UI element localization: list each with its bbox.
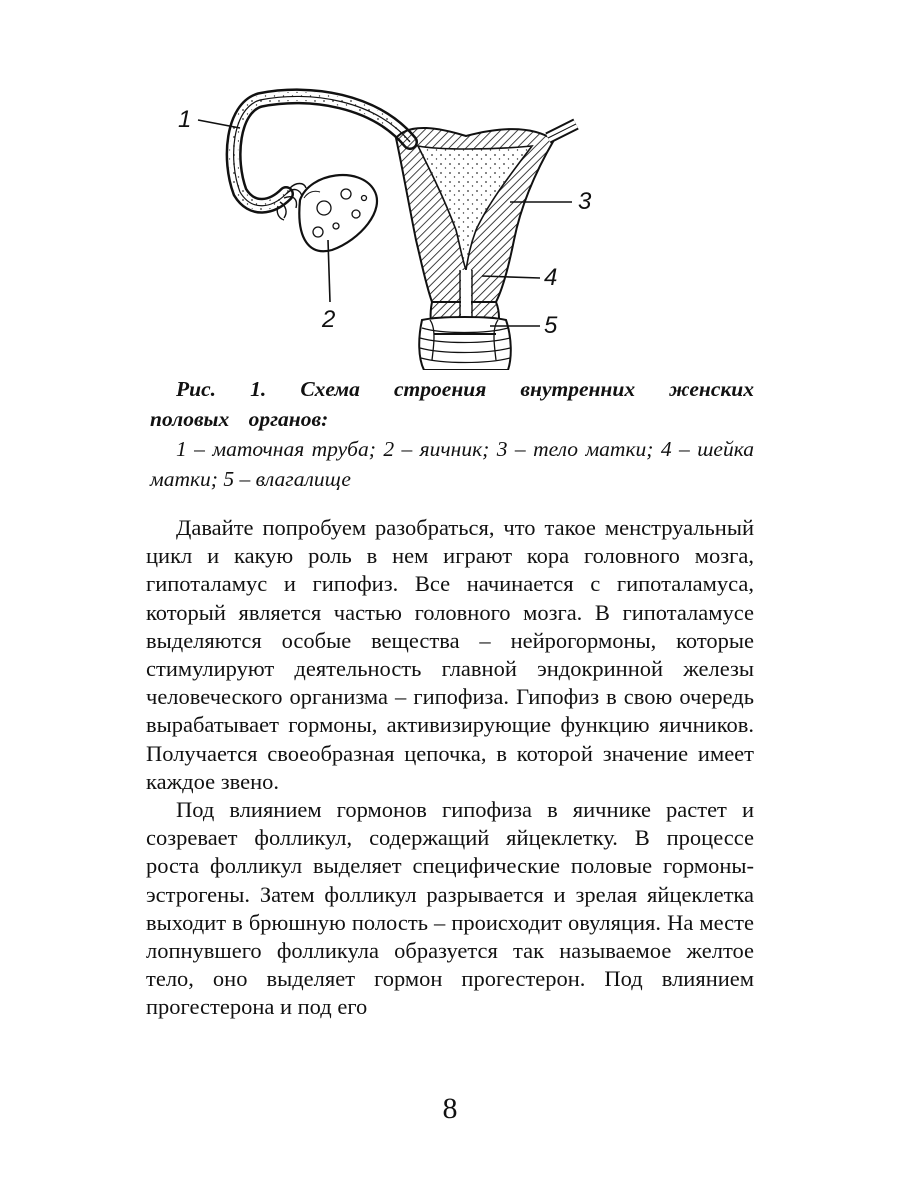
figure-label-4: 4 xyxy=(544,264,558,291)
paragraph: Давайте попробуем разобраться, что такое менструальный цикл и какую роль в нем играют кора головного мозга, гипоталамус и гипофиз. Все начинается с гипоталамуса, который является частью головного мозга. В гипоталамусе выделяются особые вещества – нейрогормоны, которые стимулируют деятельность главной эндокринной железы человеческого организма – гипофиза. Гипофиз в свою очередь вырабатывает гормоны, активизирующие функцию яичников. Получается своеобразная цепочка, в которой значение имеет каждое звено. xyxy=(146,515,754,794)
figure-caption xyxy=(150,374,754,494)
body-text xyxy=(146,514,754,1022)
page-number: 8 xyxy=(442,1092,458,1125)
anatomy-figure xyxy=(160,80,620,370)
caption-title: Рис. 1. Схема строения внутренних женских половых органов: xyxy=(150,377,754,431)
ovary xyxy=(299,175,377,251)
caption-legend: 1 – маточная труба; 2 – яичник; 3 – тело матки; 4 – шейка матки; 5 – влагалище xyxy=(150,437,754,491)
figure-label-1: 1 xyxy=(178,106,192,133)
figure-label-5: 5 xyxy=(544,312,558,339)
figure-label-3: 3 xyxy=(578,188,592,215)
paragraph: Под влиянием гормонов гипофиза в яичнике растет и созревает фолликул, содержащий яйцеклетку. В процессе роста фолликул выделяет специфические половые гормоны-эстрогены. Затем фолликул разрывается и зрелая яйцеклетка выходит в брюшную полость – происходит овуляция. На месте лопнувшего фолликула образуется так называемое желтое тело, оно выделяет гормон прогестерон. Под влиянием прогестерона и под его xyxy=(146,797,754,1020)
figure-label-2: 2 xyxy=(322,306,336,333)
